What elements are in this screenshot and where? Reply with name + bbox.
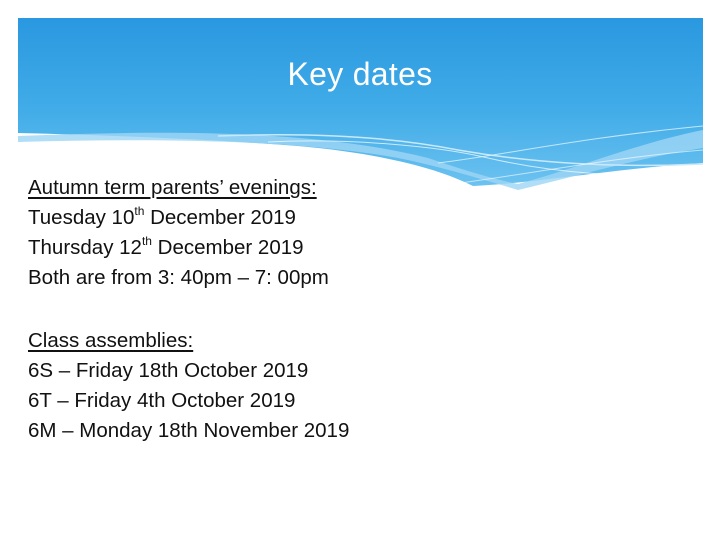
header-band: [18, 18, 703, 198]
slide-title: Key dates: [287, 56, 433, 92]
assembly-item: 6S – Friday 18th October 2019: [28, 359, 309, 382]
date-1-ordinal: th: [134, 204, 145, 218]
date-2-ordinal: th: [141, 234, 152, 248]
header-wave-graphic: [18, 18, 703, 198]
parents-evening-date-2: [28, 233, 688, 263]
assembly-item: 6T – Friday 4th October 2019: [28, 389, 296, 412]
date-1-suffix: December 2019: [144, 206, 296, 229]
date-2-suffix: December 2019: [151, 236, 304, 259]
parents-evenings-heading: Autumn term parents’ evenings:: [28, 176, 317, 199]
assembly-item: 6M – Monday 18th November 2019: [28, 419, 350, 442]
parents-evening-date-1: [28, 203, 688, 233]
parents-evening-time: Both are from 3: 40pm – 7: 00pm: [28, 266, 329, 289]
assemblies-heading: Class assemblies:: [28, 329, 194, 352]
date-1-prefix: Tuesday 10: [28, 206, 135, 229]
date-2-prefix: Thursday 12: [28, 236, 142, 259]
slide-body: [28, 173, 688, 446]
section-spacer: [28, 293, 688, 326]
